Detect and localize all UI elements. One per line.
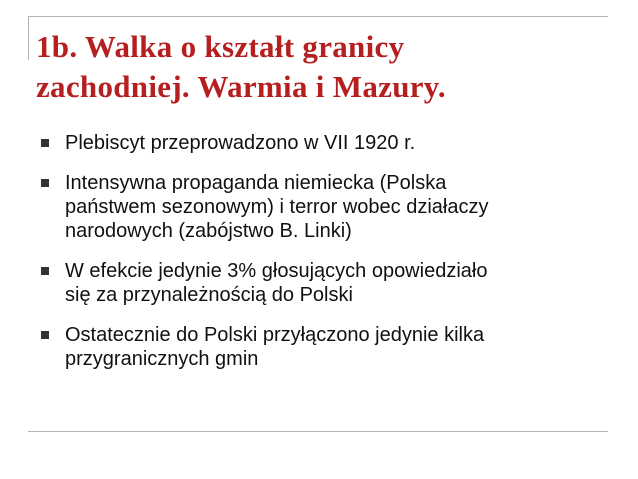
bullet-item <box>40 323 610 371</box>
bullet-line: Plebiscyt przeprowadzono w VII 1920 r. <box>65 132 416 154</box>
square-bullet-icon <box>41 331 49 339</box>
left-rule <box>28 16 29 60</box>
bullet-line: Intensywna propaganda niemiecka (Polska <box>65 172 447 194</box>
slide-title-line: zachodniej. Warmia i Mazury. <box>36 69 446 104</box>
bullet-line: Ostatecznie do Polski przyłączono jedynie kilka <box>65 324 485 346</box>
square-bullet-icon <box>41 267 49 275</box>
bullet-list <box>40 131 610 387</box>
bottom-rule <box>28 431 608 432</box>
bullet-item <box>40 259 610 307</box>
slide-title-line: 1b. Walka o kształt granicy <box>36 29 405 64</box>
square-bullet-icon <box>41 139 49 147</box>
bullet-text <box>65 171 610 243</box>
bullet-line: się za przynależnością do Polski <box>65 284 353 306</box>
bullet-item <box>40 171 610 243</box>
bullet-line: narodowych (zabójstwo B. Linki) <box>65 220 352 242</box>
square-bullet-icon <box>41 179 49 187</box>
slide-title <box>36 27 616 107</box>
bullet-text <box>65 131 610 155</box>
bullet-line: przygranicznych gmin <box>65 348 259 370</box>
bullet-line: państwem sezonowym) i terror wobec działaczy <box>65 196 489 218</box>
bullet-text <box>65 323 610 371</box>
bullet-item <box>40 131 610 155</box>
bullet-text <box>65 259 610 307</box>
bullet-line: W efekcie jedynie 3% głosujących opowiedziało <box>65 260 488 282</box>
top-rule <box>28 16 608 17</box>
